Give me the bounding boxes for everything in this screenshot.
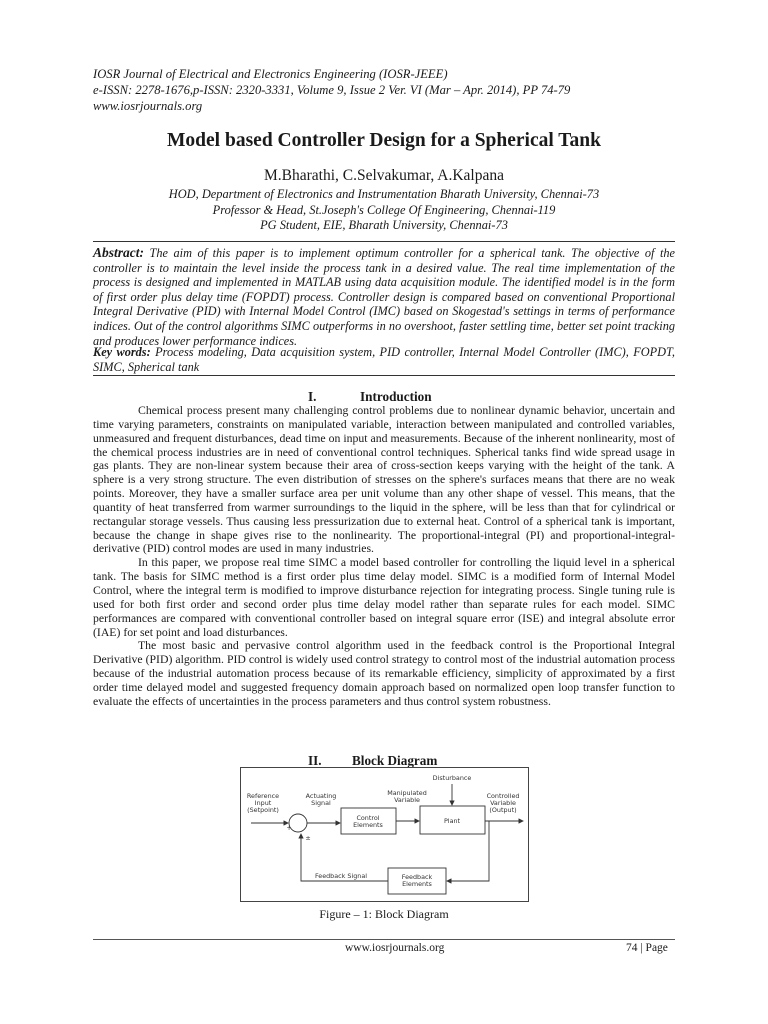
figure-caption: Figure – 1: Block Diagram: [319, 907, 449, 921]
affiliation-3: PG Student, EIE, Bharath University, Chennai-73: [260, 218, 508, 232]
actuating-label-2: Signal: [311, 799, 331, 807]
abstract-top-rule: [93, 241, 675, 242]
journal-header: [93, 66, 570, 114]
abstract-bottom-rule: [93, 375, 675, 376]
actuating-label-1: Actuating: [305, 792, 337, 800]
paragraph-2: In this paper, we propose real time SIMC a model based controller for controlling the liquid level in a spherical tank. The basis for SIMC method is a first order plus time delay model. SIMC is a modified form of Internal Model Control, where the integral term is modified to improve disturbance rejection for integrating process. Single tuning rule is used for both first order and second order plus time delay model rather than separate rules for each model. SIMC performances are compared with conventional controller based on integral square error (ISE) and integral absolute error (IAE) for set point and load disturbances.: [93, 556, 675, 639]
abstract-text: The aim of this paper is to implement optimum controller for a spherical tank. The objective of the controller is to maintain the level inside the process tank in a desired value. The real time implementation of the process is designed and implemented in MATLAB using data acquisition module. The identified model is in the form of first order plus delay time (FOPDT) process. Controller design is compared based on conventional Proportional Integral Derivative (PID) with Internal Model Control (IMC) based on Skogestad's settings in terms of performance indices. Out of the control algorithms SIMC outperforms in no overshoot, faster settling time, better set point tracking and produces lower performance indices.: [93, 246, 675, 348]
feedback-elements-label-2: Elements: [402, 880, 432, 888]
control-elements-label-2: Elements: [353, 821, 383, 829]
journal-name: IOSR Journal of Electrical and Electronics Engineering (IOSR-JEEE): [93, 67, 448, 81]
footer-page-number: 74 | Page: [626, 942, 668, 954]
keywords: [93, 345, 675, 374]
keywords-text: Process modeling, Data acquisition system, PID controller, Internal Model Controller (IMC), FOPDT, SIMC, Spherical tank: [93, 345, 676, 374]
manipulated-label-2: Variable: [394, 796, 420, 804]
summing-junction: [289, 814, 307, 832]
paragraph-1: Chemical process present many challenging control problems due to nonlinear dynamic behavior, uncertain and time varying parameters, constraints on manipulated variable, interaction between manipulated and controlled variables, unmeasured and frequent disturbances, dead time on input and measurements. Because of the inherent nonlinearity, most of the chemical process industries are in need of conventional control techniques. Spherical tanks find wide spread usage in gas plants. They are non-linear system because their area of cross-section keeps varying with the height of the tank. A sphere is a very strong structure. The even distribution of stresses on the sphere's surfaces means that there are no weak points. Moreover, they have a smaller surface area per unit volume than any other shape of vessel. This means, that the quantity of heat transferred from warmer surroundings to the liquid in the sphere, will be less than that for cylindrical or rectangular storage vessels. Thus causing less pressurization due to external heat. Control of a spherical tank is important, because the change in shape gives rise to the nonlinearity. The proportional-integral (PI) and proportional-integral-derivative (PID) control modes are used in many industries.: [93, 404, 675, 556]
paper-title: Model based Controller Design for a Spherical Tank: [167, 130, 601, 151]
feedback-signal-label: Feedback Signal: [314, 872, 368, 880]
affiliation-2: Professor & Head, St.Joseph's College Of Engineering, Chennai-119: [212, 202, 556, 217]
section-2-title: Block Diagram: [352, 753, 438, 768]
footer-url[interactable]: www.iosrjournals.org: [345, 942, 445, 954]
section-1-title: Introduction: [360, 389, 432, 404]
section-2-number: II.: [308, 753, 322, 768]
disturbance-label: Disturbance: [432, 774, 472, 782]
block-diagram-figure: [240, 767, 529, 902]
abstract: [93, 246, 675, 348]
reference-label-2: Input: [254, 799, 272, 807]
paragraph-3: The most basic and pervasive control algorithm used in the feedback control is the Proportional Integral Derivative (PID) algorithm. PID control is widely used control strategy to control most of the industrial automation process because of the industrial automation process because of its remarkable efficiency, simplicity of approximated by a first order time delayed model and suggested frequency domain approach based on normalized open loop transfer function to evaluate the effects of uncertainties in the process parameters and thus control system robustness.: [93, 639, 675, 708]
block-diagram: [241, 768, 528, 901]
reference-label-1: Reference: [246, 792, 280, 800]
controlled-label-2: Variable: [490, 799, 516, 807]
paper-authors: M.Bharathi, C.Selvakumar, A.Kalpana: [263, 167, 504, 184]
affiliation-1: HOD, Department of Electronics and Instrumentation Bharath University, Chennai-73: [168, 187, 600, 201]
journal-issn: e-ISSN: 2278-1676,p-ISSN: 2320-3331, Volume 9, Issue 2 Ver. VI (Mar – Apr. 2014), PP 74-79: [93, 83, 571, 97]
summing-plus-label: +: [286, 824, 292, 832]
footer-rule: [93, 939, 675, 940]
manipulated-label-1: Manipulated: [387, 789, 427, 797]
keywords-label: Key words:: [93, 345, 151, 359]
controlled-label-1: Controlled: [486, 792, 520, 800]
summing-minus-label: ±: [305, 834, 311, 842]
abstract-label: Abstract:: [93, 245, 145, 260]
journal-url[interactable]: www.iosrjournals.org: [93, 99, 203, 113]
introduction-body: [93, 404, 675, 709]
section-1-number: I.: [308, 389, 317, 404]
feedback-elements-label-1: Feedback: [401, 873, 433, 881]
control-elements-label-1: Control: [356, 814, 380, 822]
controlled-label-3: (Output): [489, 806, 517, 814]
reference-label-3: (Setpoint): [247, 806, 279, 814]
plant-label: Plant: [443, 817, 461, 825]
affiliations: [93, 187, 675, 234]
